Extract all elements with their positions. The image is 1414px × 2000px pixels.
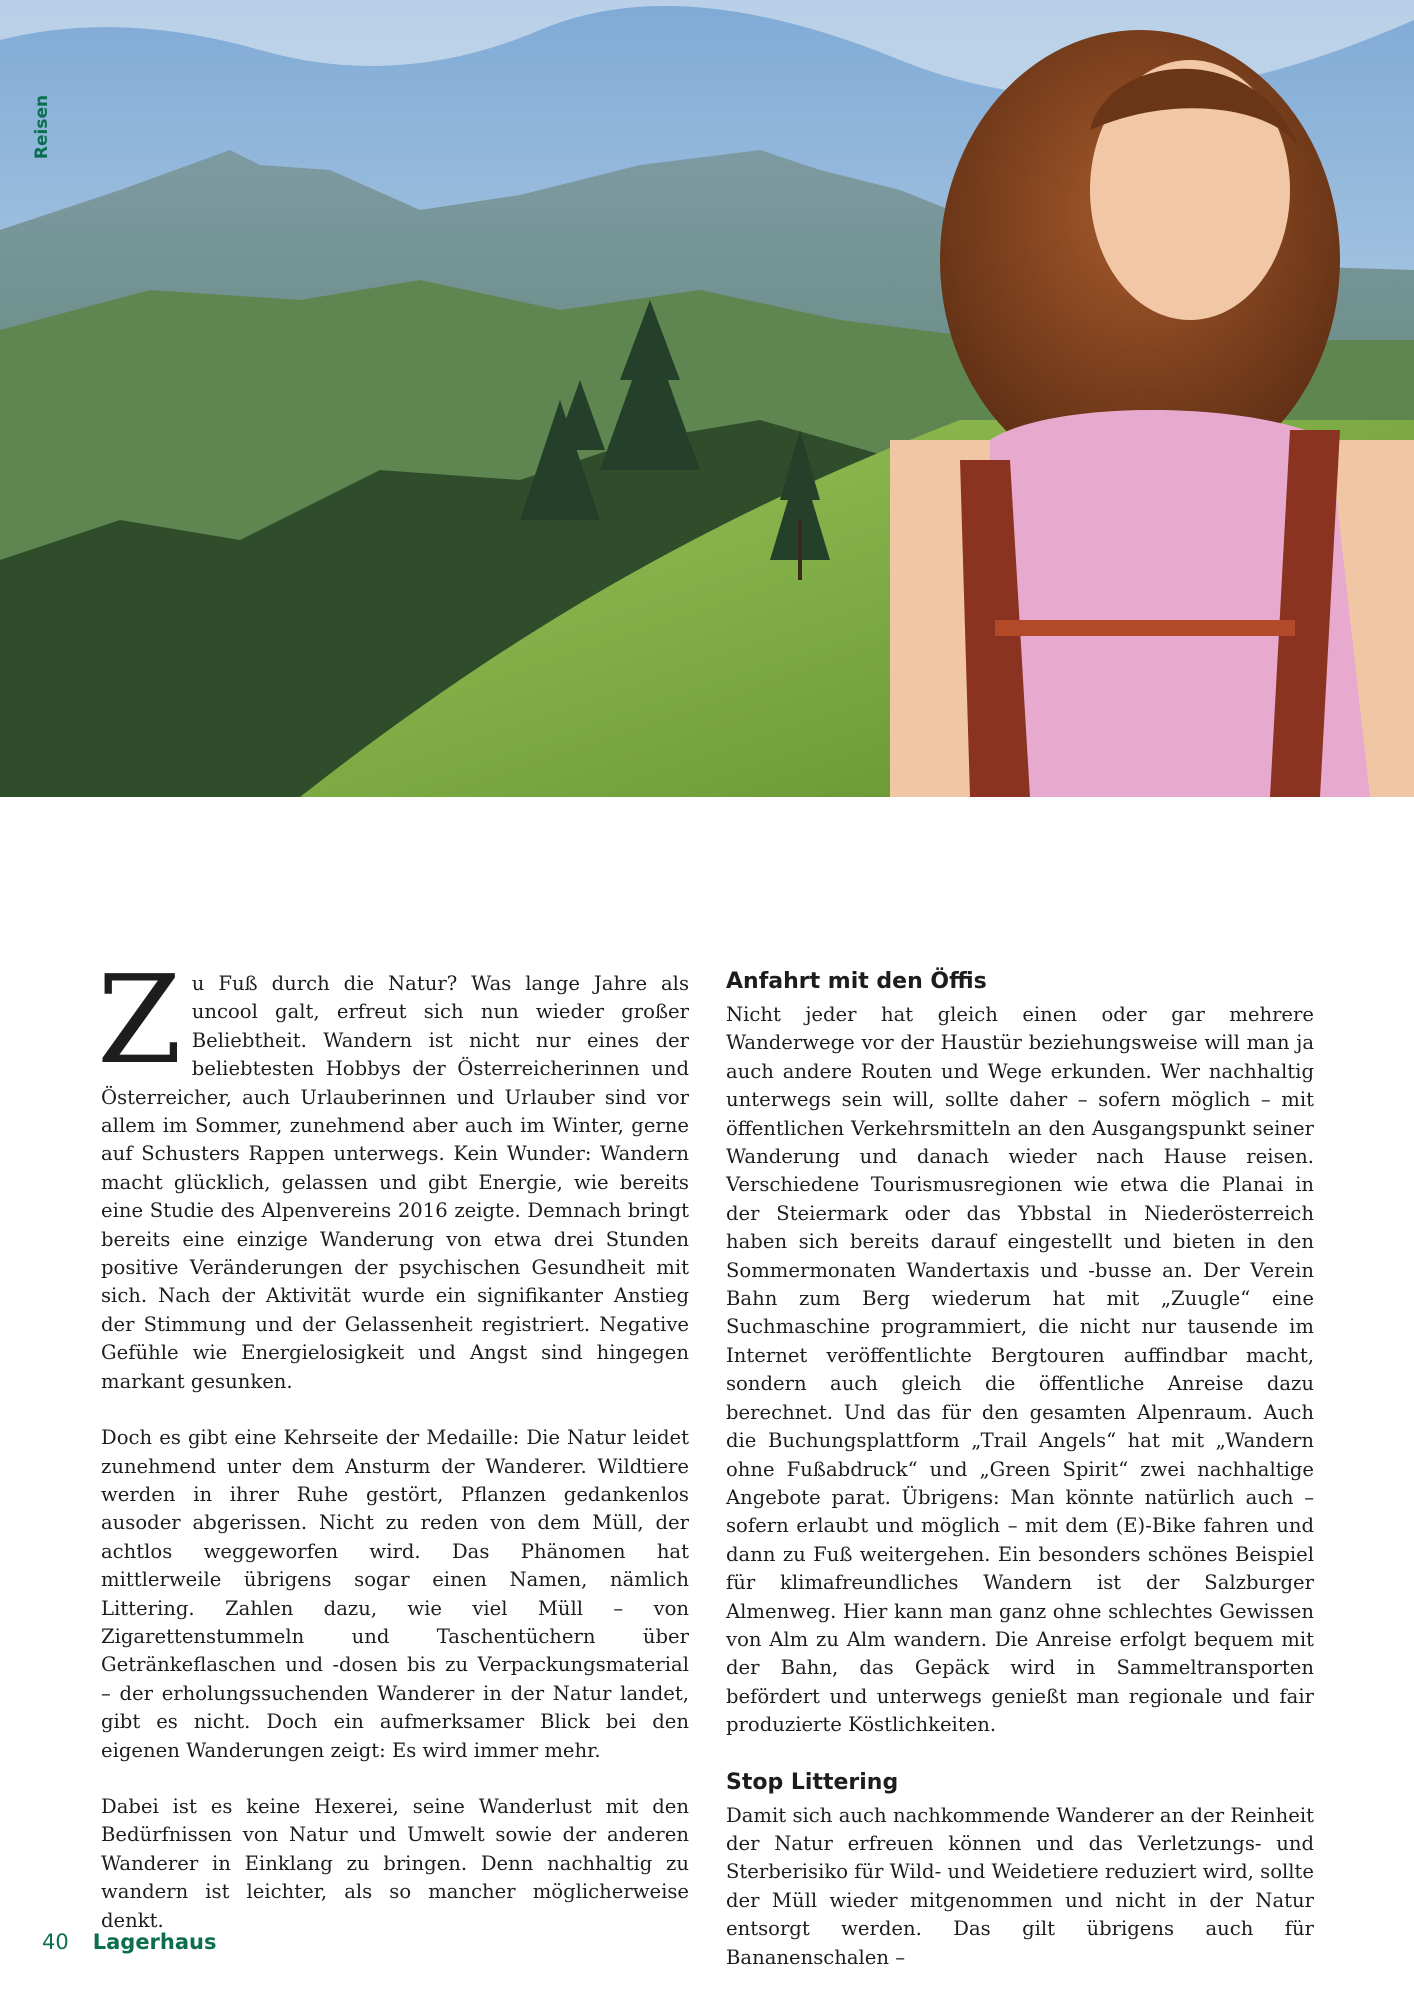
body-paragraph: Doch es gibt eine Kehrseite der Medaille: Die Natur leidet zunehmend unter dem Ansturm der Wanderer. Wildtiere werden in ihrer Ruhe gestört, Pflanzen gedankenlos ausoder abgerissen. Nicht zu reden von dem Müll, der achtlos weggeworfen wird. Das Phänomen hat mittlerweile übrigens sogar einen Namen, nämlich Littering. Zahlen dazu, wie viel Müll – von Zigarettenstummeln und Taschentüchern über Getränkeflaschen und -dosen bis zu Verpackungsmaterial – der erholungssuchenden Wanderer in der Natur landet, gibt es nicht. Doch ein aufmerksamer Blick bei den eigenen Wanderungen zeigt: Es wird immer mehr. bbox=[101, 1426, 689, 1762]
page-number: 40 bbox=[42, 1930, 69, 1954]
subheading-anfahrt: Anfahrt mit den Öffis bbox=[726, 969, 987, 994]
body-paragraph: Damit sich auch nachkommende Wanderer an der Reinheit der Natur erfreuen können und das Verletzungs- und Sterberisiko für Wild- und Weidetiere reduziert wird, sollte der Müll wieder mitgenommen und nicht in der Natur entsorgt werden. Das gilt übrigens auch für Bananenschalen – bbox=[726, 1803, 1314, 1969]
section-label bbox=[30, 92, 54, 162]
hero-image bbox=[0, 0, 1414, 797]
body-paragraph: Dabei ist es keine Hexerei, seine Wanderlust mit den Bedürfnissen von Natur und Umwelt sowie der anderen Wanderer in Einklang zu bringen. Denn nachhaltig zu wandern ist leichter, als so mancher möglicherweise denkt. bbox=[101, 1794, 689, 1932]
body-paragraph: Nicht jeder hat gleich einen oder gar mehrere Wanderwege vor der Haustür beziehungsweise will man ja auch andere Routen und Wege erkunden. Wer nachhaltig unterwegs sein will, sollte daher – sofern möglich – mit öffentlichen Verkehrsmitteln an den Ausgangspunkt seiner Wanderung und danach wieder nach Hause reisen. Verschiedene Tourismusregionen wie etwa die Planai in der Steiermark oder das Ybbstal in Niederösterreich haben sich bereits darauf eingestellt und bieten in den Sommermonaten Wandertaxis und -busse an. Der Verein Bahn zum Berg wiederum hat mit „Zuugle“ eine Suchmaschine programmiert, die nicht nur tausende im Internet veröffentlichte Bergtouren auffindbar macht, sondern auch gleich die öffentliche Anreise dazu berechnet. Und das für den gesamten Alpenraum. Auch die Buchungsplattform „Trail Angels“ hat mit „Wandern ohne Fußabdruck“ und „Green Spirit“ zwei nachhaltige Angebote parat. Übrigens: Man könnte natürlich auch – sofern erlaubt und möglich – mit dem (E)-Bike fahren und dann zu Fuß weitergehen. Ein besonders schönes Beispiel für klimafreundliches Wandern ist der Salzburger Almenweg. Hier kann man ganz ohne schlechtes Gewissen von Alm zu Alm wandern. Die Anreise erfolgt bequem mit der Bahn, das Gepäck wird in Sammeltransporten befördert und unterwegs genießt man regionale und fair produzierte Köstlichkeiten. bbox=[726, 1003, 1314, 1737]
article-column-left bbox=[97, 949, 689, 1963]
drop-cap: Z bbox=[97, 949, 182, 1091]
article-column-right bbox=[726, 967, 1314, 2000]
subheading-stop-littering: Stop Littering bbox=[726, 1769, 899, 1795]
page-footer bbox=[42, 1930, 217, 1954]
intro-paragraph bbox=[97, 949, 689, 1396]
brand-logo: Lagerhaus bbox=[92, 1930, 217, 1954]
section-label-text: Reisen bbox=[32, 94, 52, 160]
intro-text: u Fuß durch die Natur? Was lange Jahre als uncool galt, erfreut sich nun wieder großer Beliebtheit. Wandern ist nicht nur eines der beliebtesten Hobbys der Österreicherinnen und Österreicher, auch Urlauberinnen und Urlauber sind vor allem im Sommer, zunehmend aber auch im Winter, gerne auf Schusters Rappen unterwegs. Kein Wunder: Wandern macht glücklich, gelassen und gibt Energie, wie bereits eine Studie des Alpenvereins 2016 zeigte. Demnach bringt bereits eine einzige Wanderung von etwa drei Stunden positive Veränderungen der psychischen Gesundheit mit sich. Nach der Aktivität wurde ein signifikanter Anstieg der Stimmung und der Gelassenheit registriert. Negative Gefühle wie Energielosigkeit und Angst sind hingegen markant gesunken. bbox=[101, 972, 689, 1393]
